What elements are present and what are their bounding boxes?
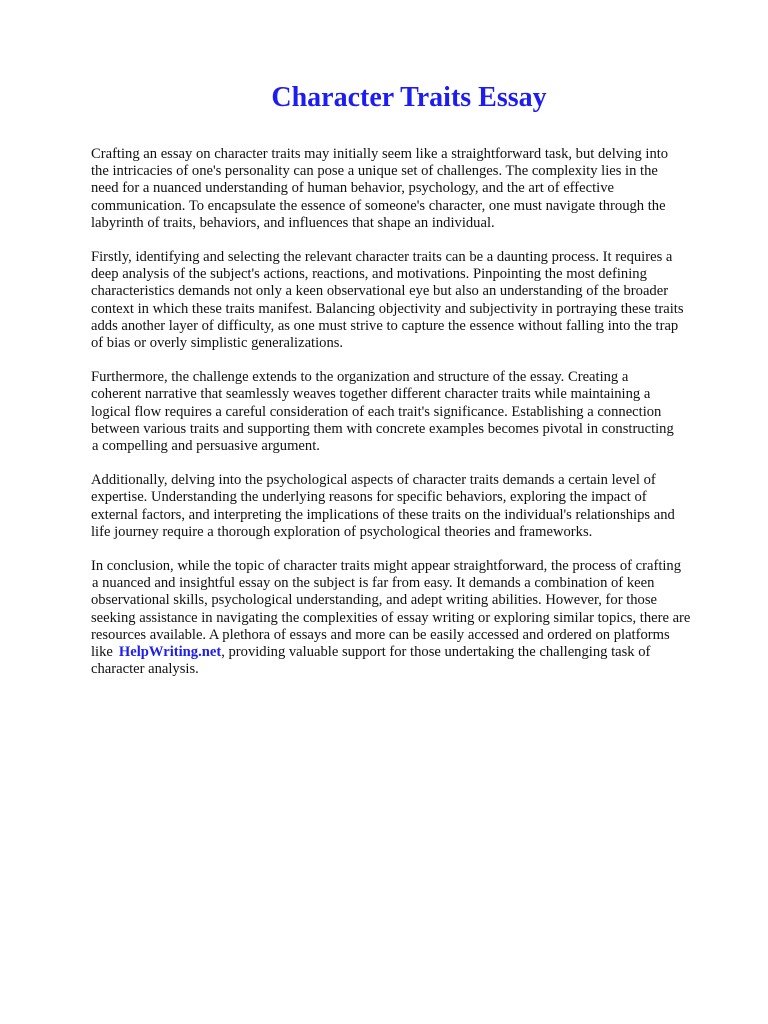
text-line: observational skills, psychological understanding, and adept writing abilities. However, for those: [91, 592, 658, 609]
text-line: character analysis.: [91, 661, 199, 678]
text-line: the intricacies of one's personality can pose a unique set of challenges. The complexity lies in the: [91, 163, 658, 180]
text-line: resources available. A plethora of essays and more can be easily accessed and ordered on platforms: [91, 626, 670, 643]
paragraph-4: [91, 472, 731, 541]
text-line: expertise. Understanding the underlying reasons for specific behaviors, exploring the impact of: [91, 489, 647, 506]
text-line: Firstly, identifying and selecting the relevant character traits can be a daunting process. It requires a: [91, 249, 673, 266]
text-line: coherent narrative that seamlessly weaves together different character traits while maintaining a: [91, 386, 651, 403]
text-line: deep analysis of the subject's actions, reactions, and motivations. Pinpointing the most defining: [91, 266, 647, 283]
text-line: a compelling and persuasive argument.: [92, 438, 320, 455]
text-line-with-link: [91, 644, 731, 661]
text-line: Crafting an essay on character traits may initially seem like a straightforward task, but delving into: [91, 146, 669, 162]
paragraph-5: [91, 558, 731, 678]
text-line: seeking assistance in navigating the complexities of essay writing or exploring similar topics, there are: [91, 609, 691, 626]
text-line: adds another layer of difficulty, as one must strive to capture the essence without falling into the trap: [91, 317, 679, 334]
text-line: need for a nuanced understanding of human behavior, psychology, and the art of effective: [91, 180, 614, 197]
text-line: labyrinth of traits, behaviors, and influences that shape an individual.: [91, 214, 495, 231]
text-line: context in which these traits manifest. Balancing objectivity and subjectivity in portraying these traits: [91, 300, 684, 317]
text-line: Furthermore, the challenge extends to the organization and structure of the essay. Creating a: [91, 369, 629, 386]
text-line: life journey require a thorough exploration of psychological theories and frameworks.: [91, 523, 593, 540]
text-line: of bias or overly simplistic generalizations.: [91, 335, 344, 352]
paragraph-2: [91, 249, 731, 352]
text-line: external factors, and interpreting the implications of these traits on the individual's relationships and: [91, 506, 675, 523]
link-prefix: like: [91, 644, 113, 661]
text-line: In conclusion, while the topic of character traits might appear straightforward, the process of crafting: [91, 558, 682, 575]
text-line: communication. To encapsulate the essence of someone's character, one must navigate through the: [91, 197, 666, 214]
text-line: Additionally, delving into the psychological aspects of character traits demands a certain level of: [91, 472, 656, 489]
text-line: characteristics demands not only a keen observational eye but also an understanding of the broader: [91, 283, 669, 300]
page-title: Character Traits Essay: [271, 82, 547, 113]
text-line: logical flow requires a careful consideration of each trait's significance. Establishing a connection: [91, 403, 662, 420]
helpwriting-link[interactable]: HelpWriting.net: [118, 644, 222, 661]
paragraph-1: [91, 146, 731, 232]
essay-body: [91, 146, 731, 695]
text-line: between various traits and supporting them with concrete examples becomes pivotal in constructing: [91, 420, 674, 437]
paragraph-3: [91, 369, 731, 455]
link-suffix: , providing valuable support for those undertaking the challenging task of: [221, 644, 651, 661]
text-line: a nuanced and insightful essay on the subject is far from easy. It demands a combination of keen: [92, 575, 655, 592]
